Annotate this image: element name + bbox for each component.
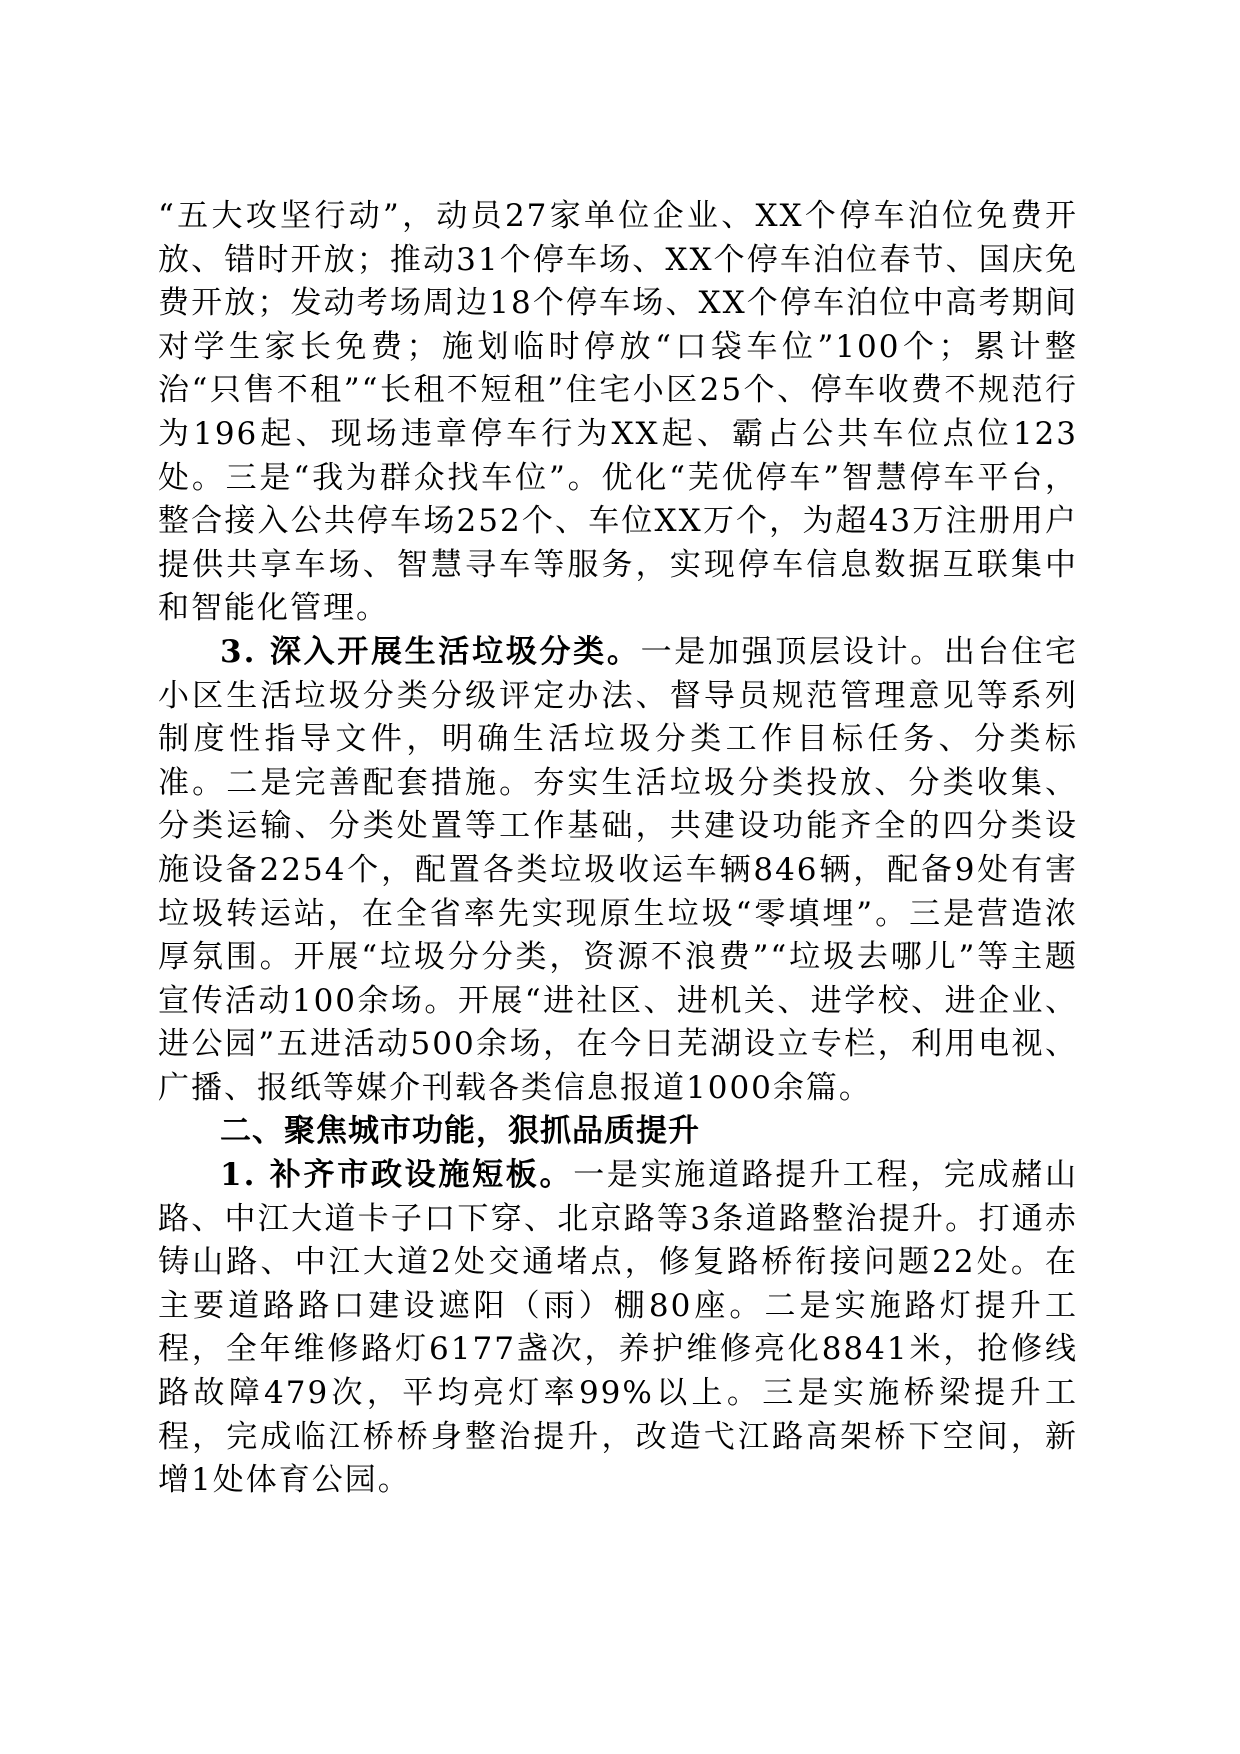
- section-heading-urban-function: 二、聚焦城市功能，狠抓品质提升: [220, 1113, 700, 1150]
- paragraph-municipal-facilities: [158, 1154, 1078, 1503]
- paragraph-parking-actions: “五大攻坚行动”，动员27家单位企业、XX个停车泊位免费开放、错时开放；推动31个停车场、XX个停车泊位春节、国庆免费开放；发动考场周边18个停车场、XX个停车泊位中高考期间对学生家长免费；施划临时停放“口袋车位”100个；累计整治“只售不租”“长租不短租”住宅小区25个、停车收费不规范行为196起、现场违章停车行为XX起、霸占公共车位点位123处。三是“我为群众找车位”。优化“芜优停车”智慧停车平台，整合接入公共停车场252个、车位XX万个，为超43万注册用户提供共享车场、智慧寻车等服务，实现停车信息数据互联集中和智能化管理。: [158, 198, 1078, 627]
- paragraph-garbage-sorting-title: 3. 深入开展生活垃圾分类。: [220, 633, 641, 670]
- paragraph-garbage-sorting-body: 一是加强顶层设计。出台住宅小区生活垃圾分类分级评定办法、督导员规范管理意见等系列制度性指导文件，明确生活垃圾分类工作目标任务、分类标准。二是完善配套措施。夯实生活垃圾分类投放、分类收集、分类运输、分类处置等工作基础，共建设功能齐全的四分类设施设备2254个，配置各类垃圾收运车辆846辆，配备9处有害垃圾转运站，在全省率先实现原生垃圾“零填埋”。三是营造浓厚氛围。开展“垃圾分分类，资源不浪费”“垃圾去哪儿”等主题宣传活动100余场。开展“进社区、进机关、进学校、进企业、进公园”五进活动500余场，在今日芜湖设立专栏，利用电视、广播、报纸等媒介刊载各类信息报道1000余篇。: [158, 633, 1078, 1106]
- paragraph-municipal-facilities-title: 1. 补齐市政设施短板。: [220, 1157, 574, 1194]
- paragraph-garbage-sorting: [158, 631, 1078, 1111]
- document-page: [158, 195, 1078, 1503]
- paragraph-municipal-facilities-body: 一是实施道路提升工程，完成赭山路、中江大道卡子口下穿、北京路等3条道路整治提升。打通赤铸山路、中江大道2处交通堵点，修复路桥衔接问题22处。在主要道路路口建设遮阳（雨）棚80座。二是实施路灯提升工程，全年维修路灯6177盏次，养护维修亮化8841米，抢修线路故障479次，平均亮灯率99%以上。三是实施桥梁提升工程，完成临江桥桥身整治提升，改造弋江路高架桥下空间，新增1处体育公园。: [158, 1157, 1079, 1499]
